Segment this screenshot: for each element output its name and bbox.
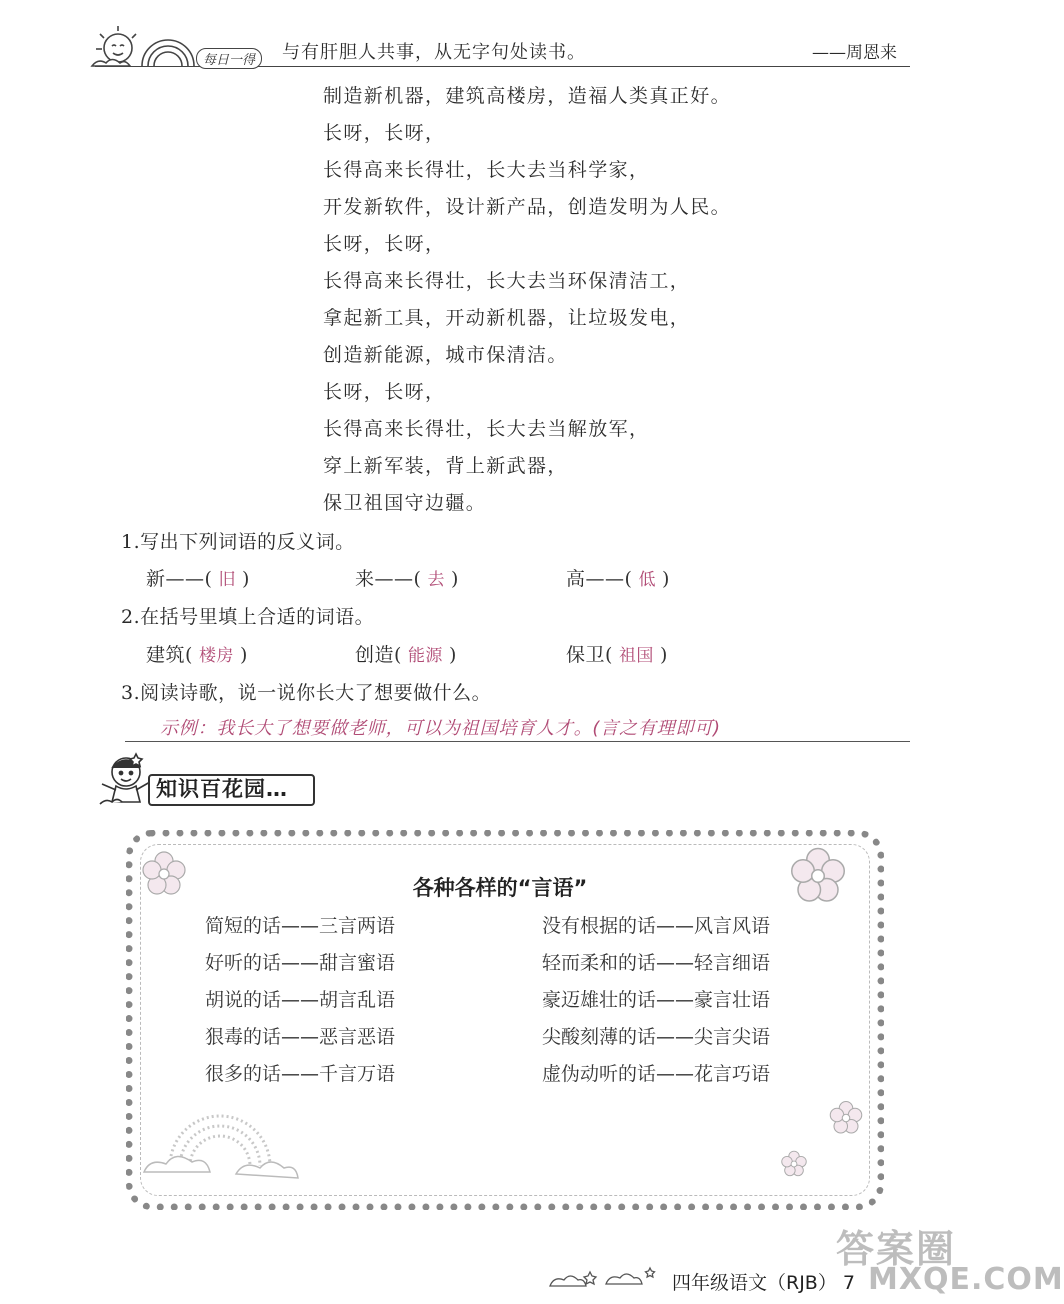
fill-answer: 楼房 (198, 646, 234, 666)
fill-item: 建筑( 楼房 ) (146, 644, 248, 666)
poem-line: 长呀，长呀， (323, 122, 446, 144)
idiom-item: 好听的话——甜言蜜语 (205, 952, 396, 974)
poem (323, 78, 773, 522)
footer-cloud-decoration (546, 1260, 672, 1294)
idiom-item: 轻而柔和的话——轻言细语 (542, 952, 771, 974)
question-3-answer: 示例：我长大了想要做老师，可以为祖国培育人才。(言之有理即可) (160, 718, 721, 739)
antonym-word: 新—— (146, 568, 205, 590)
antonym-item: 新——( 旧 ) (146, 568, 250, 590)
flower-icon (780, 1150, 808, 1178)
antonym-word: 来—— (355, 568, 414, 590)
idiom-item: 尖酸刻薄的话——尖言尖语 (542, 1026, 771, 1048)
idiom-list-left (205, 908, 395, 1093)
poem-line: 开发新软件，设计新产品，创造发明为人民。 (323, 196, 732, 218)
daily-tip-badge: 每日一得 (196, 48, 262, 69)
footer-book-label (672, 1268, 855, 1295)
poem-line: 长得高来长得壮，长大去当环保清洁工， (323, 270, 691, 292)
poem-line: 穿上新军装，背上新武器， (323, 455, 568, 477)
antonym-answer: 去 (427, 570, 445, 590)
antonym-answer: 旧 (218, 570, 236, 590)
fill-word: 保卫 (566, 644, 606, 666)
page-number: 7 (842, 1272, 855, 1294)
fill-answer: 祖国 (618, 646, 654, 666)
sun-cloud-decoration (92, 22, 207, 68)
poem-line: 长呀，长呀， (323, 381, 446, 403)
question-1-prompt: 1.写出下列词语的反义词。 (121, 531, 355, 553)
rainbow-cloud-decoration (140, 1100, 316, 1190)
idiom-item: 胡说的话——胡言乱语 (205, 989, 396, 1011)
idiom-item: 狠毒的话——恶言恶语 (205, 1026, 396, 1048)
idiom-item: 简短的话——三言两语 (205, 915, 396, 937)
poem-line: 拿起新工具，开动新机器，让垃圾发电， (323, 307, 691, 329)
fill-word: 创造 (355, 644, 395, 666)
section-banner-title: 知识百花园… (156, 777, 288, 801)
question-2-prompt: 2.在括号里填上合适的词语。 (121, 606, 375, 628)
antonym-item: 来——( 去 ) (355, 568, 459, 590)
antonym-item: 高——( 低 ) (566, 568, 670, 590)
question-3-prompt: 3.阅读诗歌，说一说你长大了想要做什么。 (121, 682, 492, 704)
idiom-item: 虚伪动听的话——花言巧语 (542, 1063, 771, 1085)
watermark-url: MXQE.COM (868, 1262, 1064, 1297)
poem-line: 长得高来长得壮，长大去当科学家， (323, 159, 650, 181)
header-quote: 与有肝胆人共事，从无字句处读书。 (282, 42, 586, 63)
box-title: 各种各样的“言语” (412, 876, 588, 900)
idiom-item: 没有根据的话——风言风语 (542, 915, 771, 937)
poem-line: 制造新机器，建筑高楼房，造福人类真正好。 (323, 85, 732, 107)
answer-underline (125, 741, 910, 742)
fill-word: 建筑 (146, 644, 186, 666)
header-author: ——周恩来 (812, 43, 897, 63)
poem-line: 长得高来长得壮，长大去当解放军， (323, 418, 650, 440)
watermark-logo-text: 答案圈 (836, 1227, 957, 1271)
idiom-item: 很多的话——千言万语 (205, 1063, 396, 1085)
antonym-answer: 低 (638, 570, 656, 590)
idiom-item: 豪迈雄壮的话——豪言壮语 (542, 989, 771, 1011)
antonym-word: 高—— (566, 568, 625, 590)
poem-line: 长呀，长呀， (323, 233, 446, 255)
poem-line: 保卫祖国守边疆。 (323, 492, 487, 514)
fill-item: 保卫( 祖国 ) (566, 644, 668, 666)
flower-icon (828, 1100, 864, 1136)
idiom-list-right (542, 908, 770, 1093)
fill-item: 创造( 能源 ) (355, 644, 457, 666)
fill-answer: 能源 (407, 646, 443, 666)
poem-line: 创造新能源，城市保清洁。 (323, 344, 568, 366)
footer-grade-subject: 四年级语文（RJB） (672, 1272, 837, 1294)
